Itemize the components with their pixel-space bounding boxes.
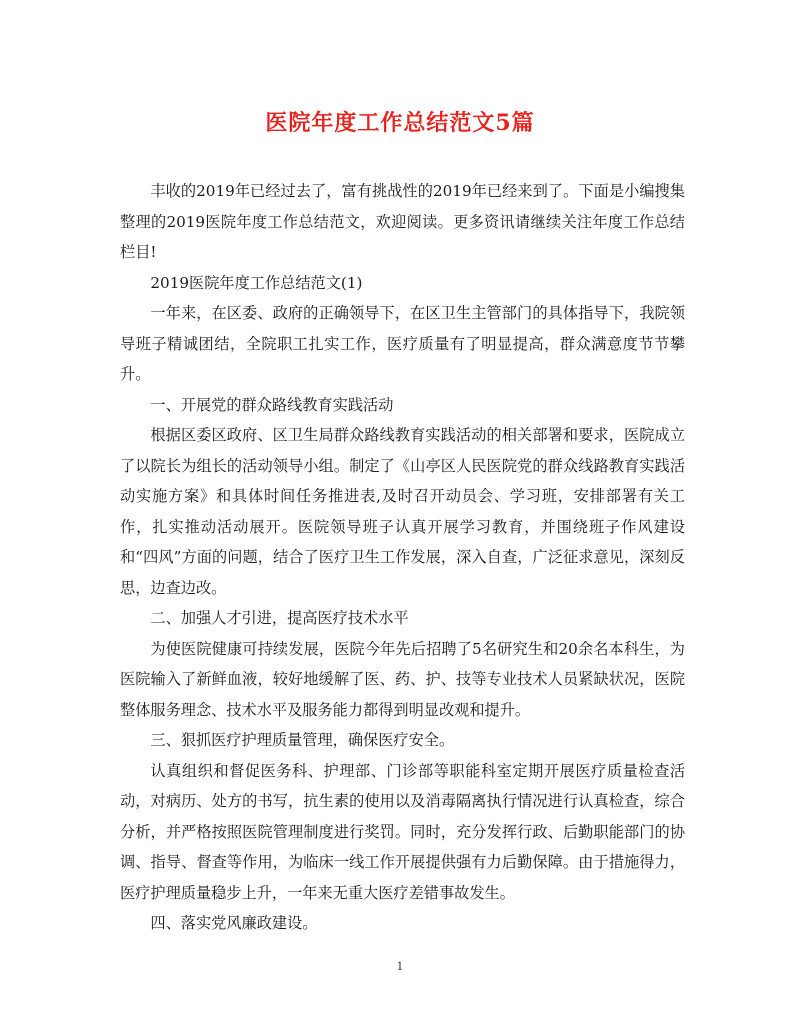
paragraph-section-3: 认真组织和督促医务科、护理部、门诊部等职能科室定期开展医疗质量检查活动，对病历、处方的书写，抗生素的使用以及消毒隔离执行情况进行认真检查，综合分析，并严格按照医院管理制度进行奖罚。同时，充分发挥行政、后勤职能部门的协调、指导、督查等作用，为临床一线工作开展提供强有力后勤保障。由于措施得力，医疗护理质量稳步上升，一年来无重大医疗差错事故发生。 <box>120 761 685 902</box>
section-heading-article-1: 2019医院年度工作总结范文(1) <box>150 273 363 292</box>
paragraph-section-1: 根据区委区政府、区卫生局群众路线教育实践活动的相关部署和要求，医院成立了以院长为组长的活动领导小组。制定了《山亭区人民医院党的群众线路教育实践活动实施方案》和具体时间任务推进表,及时召开动员会、学习班，安排部署有关工作，扎实推动活动展开。医院领导班子认真开展学习教育，并围绕班子作风建设和“四风”方面的问题，结合了医疗卫生工作发展，深入自查，广泛征求意见，深刻反思，边查边改。 <box>120 426 685 597</box>
paragraph-intro: 丰收的2019年已经过去了，富有挑战性的2019年已经来到了。下面是小编搜集整理的2019医院年度工作总结范文，欢迎阅读。更多资讯请继续关注年度工作总结栏目! <box>120 182 685 261</box>
page-number: 1 <box>396 960 404 973</box>
section-heading-4: 四、落实党风廉政建设。 <box>150 914 318 932</box>
section-heading-2: 二、加强人才引进，提高医疗技术水平 <box>150 609 409 627</box>
document-title: 医院年度工作总结范文5篇 <box>265 110 535 136</box>
document-body <box>120 176 685 939</box>
section-heading-3: 三、狠抓医疗护理质量管理，确保医疗安全。 <box>150 731 455 749</box>
paragraph-section-2: 为使医院健康可持续发展，医院今年先后招聘了5名研究生和20余名本科生，为医院输入了新鲜血液，较好地缓解了医、药、护、技等专业技术人员紧缺状况，医院整体服务理念、技术水平及服务能力都得到明显改观和提升。 <box>120 639 685 719</box>
paragraph-overview: 一年来，在区委、政府的正确领导下，在区卫生主管部门的具体指导下，我院领导班子精诚团结，全院职工扎实工作，医疗质量有了明显提高，群众满意度节节攀升。 <box>120 304 685 383</box>
section-heading-1: 一、开展党的群众路线教育实践活动 <box>150 395 394 414</box>
